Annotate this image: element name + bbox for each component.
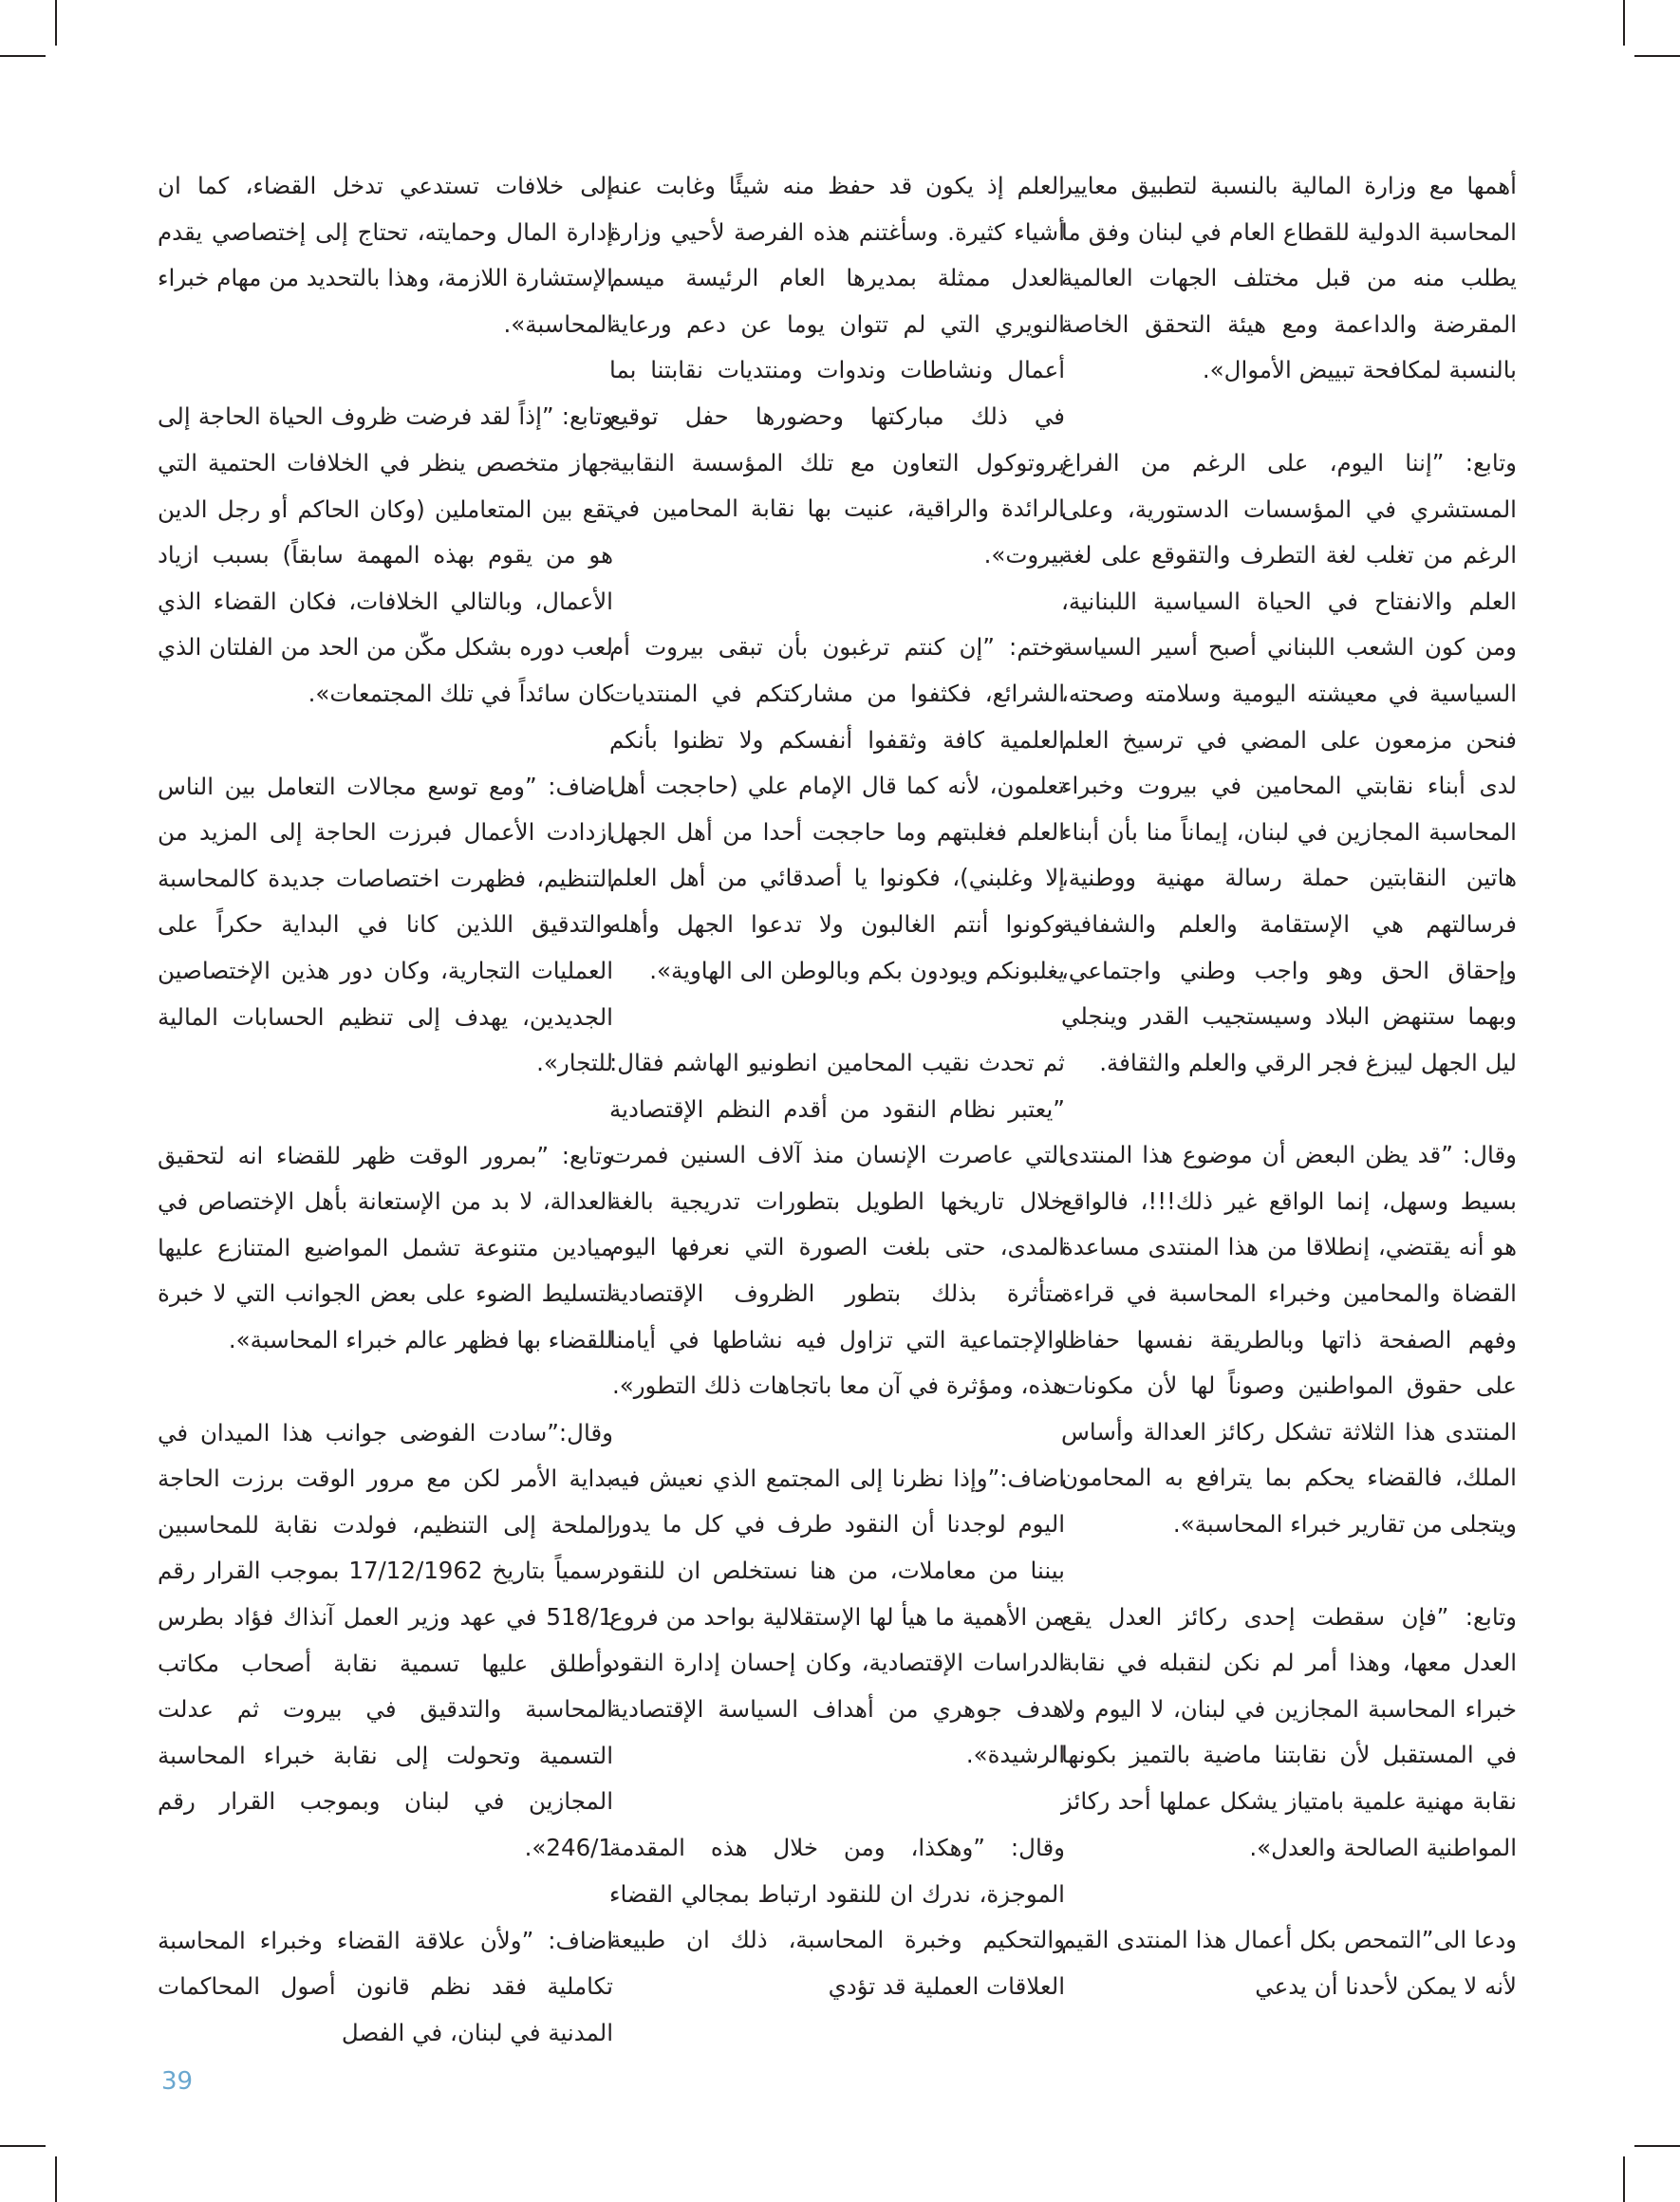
crop-mark-top-right-horizontal <box>1634 55 1680 57</box>
paragraph: وتابع: ”فإن سقطت إحدى ركائز العدل يقع العدل معها، وهذا أمر لم نكن لنقبله في نقابة خبراء المحاسبة المجازين في لبنان، لا اليوم ولا في المستقبل لأن نقابتنا ماضية بالتميز بكونها نقابة مهنية علمية بامتياز يشكل عملها أحد ركائز المواطنية الصالحة والعدل». <box>1061 1602 1517 1861</box>
crop-mark-top-left-vertical <box>55 0 57 46</box>
paragraph: أهمها مع وزارة المالية بالنسبة لتطبيق معايير المحاسبة الدولية للقطاع العام في لبنان وفق ما يطلب منه من قبل مختلف الجهات العالمية المقرضة والداعمة ومع هيئة التحقق الخاصة بالنسبة لمكافحة تبييض الأموال». <box>1061 172 1517 384</box>
paragraph: وتابع: ”إننا اليوم، على الرغم من الفراغ المستشري في المؤسسات الدستورية، وعلى الرغم من تغلب لغة التطرف والتقوقع على لغة العلم والانفتاح في الحياة السياسية اللبنانية، ومن كون الشعب اللبناني أصبح أسير السياسة السياسية في معيشته اليومية وسلامته وصحته، فنحن مزمعون على المضي في ترسيخ العلم لدى أبناء نقابتي المحامين في بيروت وخبراء المحاسبة المجازين في لبنان، إيماناً منا بأن أبناء هاتين النقابتين حملة رسالة مهنية ووطنية، فرسالتهم هي الإستقامة والعلم والشفافية وإحقاق الحق وهو واجب وطني واجتماعي، وبهما ستنهض البلاد وسيستجيب القدر وينجلي ليل الجهل ليبزغ فجر الرقي والعلم والثقافة. <box>1061 448 1517 1076</box>
crop-mark-top-left-horizontal <box>0 55 46 57</box>
crop-mark-bottom-left-vertical <box>55 2156 57 2202</box>
paragraph: وتابع: ”بمرور الوقت ظهر للقضاء انه لتحقيق العدالة، لا بد من الإستعانة بأهل الإختصاص في ميادين متنوعة تشمل المواضيع المتنازع عليها لتسليط الضوء على بعض الجوانب التي لا خبرة للقضاء بها فظهر عالم خبراء المحاسبة». <box>158 1141 613 1354</box>
crop-mark-bottom-left-horizontal <box>0 2145 46 2147</box>
crop-mark-bottom-right-vertical <box>1623 2156 1625 2202</box>
crop-mark-bottom-right-horizontal <box>1634 2145 1680 2147</box>
paragraph: وتابع: ”إذاً لقد فرضت ظروف الحياة الحاجة إلى جهاز متخصص ينظر في الخلافات الحتمية التي تقع بين المتعاملين (وكان الحاكم أو رجل الدين هو من يقوم بهذه المهمة سابقاً) بسبب ازياد الأعمال، وبالتالي الخلافات، فكان القضاء الذي لعب دوره بشكل مكّن من الحد من الفلتان الذي كان سائداً في تلك المجتمعات». <box>158 402 613 707</box>
paragraph: ثم تحدث نقيب المحامين انطونيو الهاشم فقال: ”يعتبر نظام النقود من أقدم النظم الإقتصادية التي عاصرت الإنسان منذ آلاف السنين فمرت خلال تاريخها الطويل بتطورات تدريجية بالغة المدى، حتى بلغت الصورة التي نعرفها اليوم متأثرة بذلك بتطور الظروف الإقتصادية والإجتماعية التي تزاول فيه نشاطها في أيامنا هذه، ومؤثرة في آن معا باتجاهات ذلك التطور». <box>609 1049 1065 1400</box>
paragraph: إلى خلافات تستدعي تدخل القضاء، كما ان إدارة المال وحمايته، تحتاج إلى إختصاصي يقدم الإستشارة اللازمة، وهذا بالتحديد من مهام خبراء المحاسبة». <box>158 172 613 338</box>
paragraph: وقال: ”قد يظن البعض أن موضوع هذا المنتدى بسيط وسهل، إنما الواقع غير ذلك!!!، فالواقع هو أنه يقتضي، إنطلاقا من هذا المنتدى مساعدة القضاة والمحامين وخبراء المحاسبة في قراءة وفهم الصفحة ذاتها وبالطريقة نفسها حفاظا على حقوق المواطنين وصوناً لها لأن مكونات المنتدى هذا الثلاثة تشكل ركائز العدالة وأساس الملك، فالقضاء يحكم بما يترافع به المحامون ويتجلى من تقارير خبراء المحاسبة». <box>1061 1141 1517 1539</box>
paragraph: وقال: ”وهكذا، ومن خلال هذه المقدمة الموجزة، ندرك ان للنقود ارتباط بمجالي القضاء والتحكيم وخبرة المحاسبة، ذلك ان طبيعة العلاقات العملية قد تؤدي <box>609 1834 1065 2000</box>
article-column-left <box>158 163 613 2056</box>
paragraph: وختم: ”إن كنتم ترغبون بأن تبقى بيروت أم الشرائع، فكثفوا من مشاركتكم في المنتديات العلمية كافة وثقفوا أنفسكم ولا تظنوا بأنكم تعلمون، لأنه كما قال الإمام علي (حاججت أهل العلم فغلبتهم وما حاججت أحدا من أهل الجهل إلا وغلبني)، فكونوا يا أصدقائي من أهل العلم وكونوا أنتم الغالبون ولا تدعوا الجهل وأهله يغلبونكم ويودون بكم وبالوطن الى الهاوية». <box>609 633 1065 984</box>
page-number: 39 <box>161 2067 194 2096</box>
paragraph: العلم إذ يكون قد حفظ منه شيئًا وغابت عنه أشياء كثيرة. وسأغتنم هذه الفرصة لأحيي وزارة العدل ممثلة بمديرها العام الرئيسة ميسم النويري التي لم تتوان يوما عن دعم ورعاية أعمال ونشاطات وندوات ومنتديات نقابتنا بما في ذلك مباركتها وحضورها حفل توقيع بروتوكول التعاون مع تلك المؤسسة النقابية الرائدة والراقية، عنيت بها نقابة المحامين في بيروت». <box>609 172 1065 569</box>
paragraph: اضاف:”وإذا نظرنا إلى المجتمع الذي نعيش فيه اليوم لوجدنا أن النقود طرف في كل ما يدور بيننا من معاملات، من هنا نستخلص ان للنقود من الأهمية ما هيأ لها الإستقلالية بواحد من فروع الدراسات الإقتصادية، وكان إحسان إدارة النقود هدف جوهري من أهداف السياسة الإقتصادية الرشيدة». <box>609 1464 1065 1769</box>
paragraph: ودعا الى”التمحص بكل أعمال هذا المنتدى القيم لأنه لا يمكن لأحدنا أن يدعي <box>1061 1926 1517 2000</box>
paragraph: وقال:”سادت الفوضى جوانب هذا الميدان في بداية الأمر لكن مع مرور الوقت برزت الحاجة الملحة إلى التنظيم، فولدت نقابة للمحاسبين رسمياً بتاريخ 17/12/1962 بموجب القرار رقم 518/1 في عهد وزير العمل آنذاك فؤاد بطرس وأطلق عليها تسمية نقابة أصحاب مكاتب المحاسبة والتدقيق في بيروت ثم عدلت التسمية وتحولت إلى نقابة خبراء المحاسبة المجازين في لبنان وبموجب القرار رقم 246/1». <box>158 1418 613 1861</box>
article-column-middle <box>609 163 1065 2009</box>
paragraph: اضاف: ”ومع توسع مجالات التعامل بين الناس ازدادت الأعمال فبرزت الحاجة إلى المزيد من التنظيم، فظهرت اختصاصات جديدة كالمحاسبة والتدقيق اللذين كانا في البداية حكراً على العمليات التجارية، وكان دور هذين الإختصاصين الجديدين، يهدف إلى تنظيم الحسابات المالية للتجار». <box>158 772 613 1077</box>
paragraph: اضاف: ”ولأن علاقة القضاء وخبراء المحاسبة تكاملية فقد نظم قانون أصول المحاكمات المدنية في لبنان، في الفصل <box>158 1926 613 2046</box>
crop-mark-top-right-vertical <box>1623 0 1625 46</box>
article-column-right <box>1061 163 1517 2009</box>
